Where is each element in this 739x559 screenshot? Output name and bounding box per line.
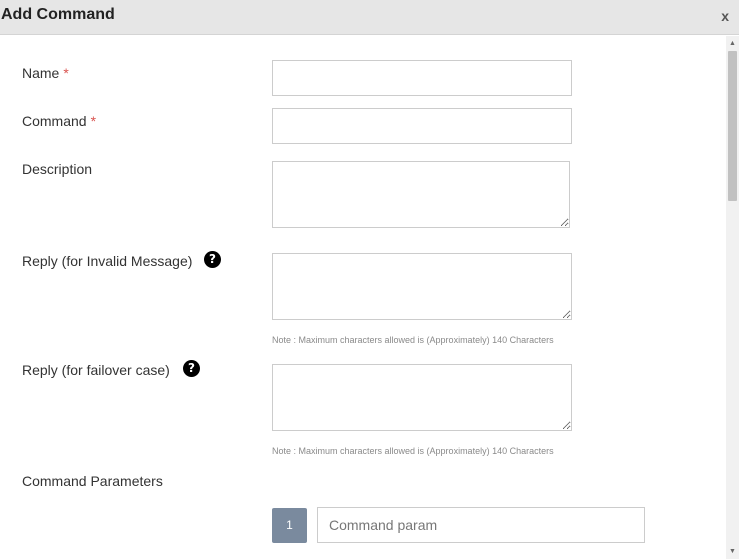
question-circle-icon[interactable]: ?	[204, 251, 221, 268]
required-mark: *	[90, 113, 97, 129]
question-circle-icon[interactable]: ?	[183, 360, 200, 377]
vertical-scrollbar[interactable]	[726, 36, 739, 559]
chevron-down-icon[interactable]: ▼	[729, 548, 736, 555]
command-label-text: Command	[22, 113, 87, 129]
name-label-text: Name	[22, 65, 60, 81]
param-index-badge: 1	[272, 508, 307, 543]
reply-invalid-field[interactable]	[272, 253, 572, 320]
command-field[interactable]	[272, 108, 572, 144]
name-label	[22, 65, 69, 81]
reply-failover-note: Note : Maximum characters allowed is (Approximately) 140 Characters	[272, 446, 554, 456]
name-field[interactable]	[272, 60, 572, 96]
required-mark: *	[63, 65, 69, 81]
command-parameters-label: Command Parameters	[22, 473, 163, 489]
reply-invalid-label: Reply (for Invalid Message)	[22, 253, 193, 269]
description-field[interactable]	[272, 161, 570, 228]
dialog-header	[0, 0, 739, 35]
description-label: Description	[22, 161, 93, 177]
close-button[interactable]: x	[721, 8, 729, 24]
chevron-up-icon[interactable]: ▲	[729, 40, 736, 47]
command-label	[22, 113, 96, 129]
dialog-title: Add Command	[1, 6, 115, 23]
command-param-input[interactable]	[317, 507, 645, 543]
scrollbar-thumb[interactable]	[728, 51, 737, 201]
reply-invalid-note: Note : Maximum characters allowed is (Approximately) 140 Characters	[272, 335, 554, 345]
reply-failover-field[interactable]	[272, 364, 572, 431]
reply-failover-label: Reply (for failover case)	[22, 362, 170, 378]
